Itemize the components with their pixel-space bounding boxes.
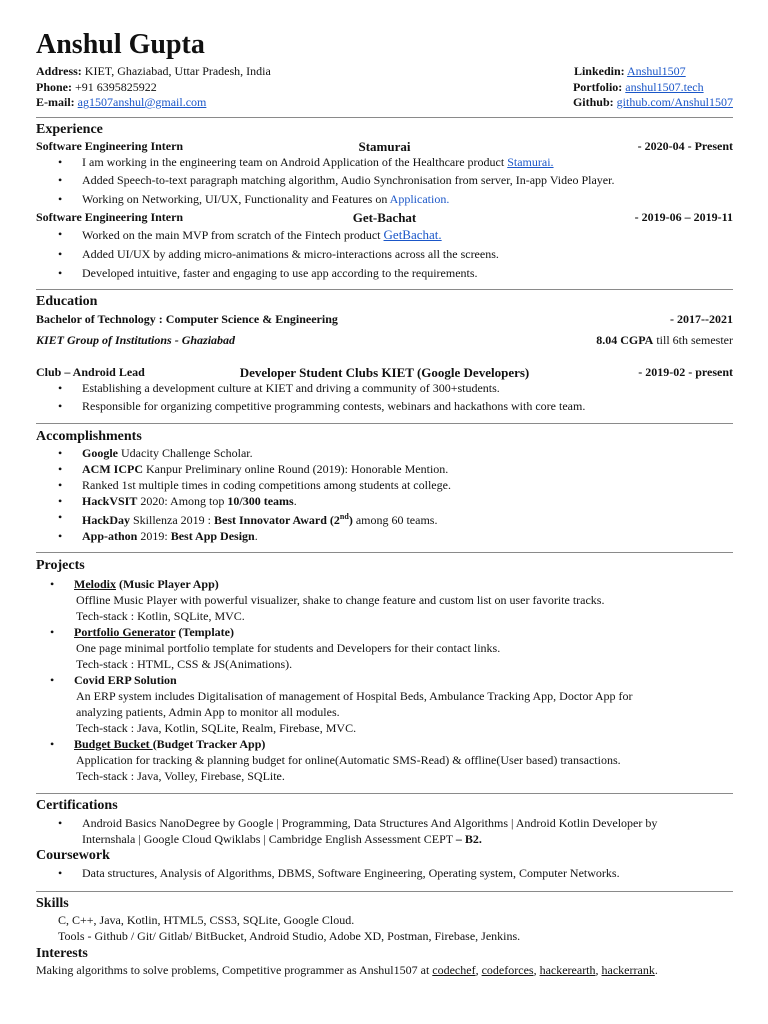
- list-item: [36, 509, 733, 528]
- cert-line: Internshala | Google Cloud Qwiklabs | Cambridge English Assessment CEPT: [82, 831, 456, 846]
- application-link[interactable]: Application: [389, 191, 447, 206]
- cgpa-note: till 6th semester: [653, 332, 733, 347]
- github-link[interactable]: github.com/Anshul1507: [616, 95, 733, 109]
- address-value: KIET, Ghaziabad, Uttar Pradesh, India: [84, 64, 271, 78]
- candidate-name: Anshul Gupta: [36, 29, 205, 60]
- project-stack: Tech-stack : Java, Kotlin, SQLite, Realm, Firebase, MVC.: [76, 720, 357, 735]
- list-item: [36, 264, 733, 283]
- experience-heading: Experience: [36, 121, 103, 137]
- project-item: [36, 736, 733, 784]
- project-stack: Tech-stack : Java, Volley, Firebase, SQLite.: [76, 768, 285, 783]
- list-item: [36, 815, 733, 847]
- portfolio-label: Portfolio:: [572, 79, 623, 94]
- club-role: Club – Android Lead: [36, 364, 145, 379]
- projects-heading: Projects: [36, 557, 85, 573]
- project-item: [36, 576, 733, 624]
- list-item: [36, 477, 733, 493]
- linkedin-label: Linkedin:: [573, 64, 625, 78]
- club-name: Developer Student Clubs KIET (Google Developers): [239, 364, 530, 380]
- bold-part: App-athon: [82, 528, 138, 543]
- institution-row: [36, 328, 733, 352]
- job-company: Stamurai: [358, 138, 411, 154]
- project-title: [74, 624, 733, 640]
- bold-part: Best Innovator Award (2nd): [214, 511, 353, 527]
- interests-intro: Making algorithms to solve problems, Competitive programmer as Anshul1507 at: [36, 962, 433, 977]
- codeforces-link[interactable]: codeforces: [481, 962, 534, 977]
- divider: [36, 891, 733, 892]
- job-header: [36, 139, 733, 154]
- github-line: [573, 95, 733, 111]
- coursework-heading: Coursework: [36, 847, 110, 863]
- project-name: Budget Bucket: [74, 736, 153, 751]
- project-kind: (Template): [175, 624, 234, 639]
- phone-label: Phone:: [36, 79, 72, 94]
- degree-dates: - 2017--2021: [670, 311, 733, 326]
- project-desc: An ERP system includes Digitalisation of management of Hospital Beds, Ambulance Tracking App, Doctor App for: [76, 688, 633, 703]
- job-dates: - 2019-06 – 2019-11: [634, 209, 733, 224]
- list-item: [36, 493, 733, 509]
- text-part: 2020: Among top: [137, 493, 228, 508]
- project-stack: Tech-stack : HTML, CSS & JS(Animations).: [76, 656, 293, 671]
- bold-part: Google: [82, 445, 118, 460]
- project-desc: Application for tracking & planning budget for online(Automatic SMS-Read) & offline(User based) transactions.: [76, 752, 621, 767]
- ordinal-suffix: nd: [339, 511, 349, 521]
- text-part: among 60 teams.: [352, 512, 438, 527]
- bold-part: ACM ICPC: [82, 461, 143, 476]
- bullet-text: Added Speech-to-text paragraph matching algorithm, Audio Synchronisation from server, In-app Video Player.: [82, 172, 615, 187]
- accomplishments-list: [36, 445, 733, 544]
- email-line: [36, 95, 271, 111]
- separator: ,: [595, 962, 602, 977]
- club-row: [36, 365, 733, 380]
- bold-part: HackDay: [82, 512, 130, 527]
- list-item: [36, 445, 733, 461]
- separator: ,: [533, 962, 540, 977]
- period: .: [654, 962, 658, 977]
- github-label: Github:: [572, 95, 614, 109]
- divider: [36, 289, 733, 290]
- divider: [36, 423, 733, 424]
- project-name: Covid ERP Solution: [74, 672, 177, 687]
- list-item: [36, 245, 733, 264]
- list-item: [36, 189, 733, 210]
- project-desc: Offline Music Player with powerful visualizer, shake to change feature and custom list on user favorite tracks.: [76, 592, 605, 607]
- cert-grade: – B2.: [455, 831, 482, 846]
- bullet-text-end: .: [446, 191, 450, 206]
- project-kind: (Music Player App): [116, 576, 219, 591]
- skills-languages: C, C++, Java, Kotlin, HTML5, CSS3, SQLite, Google Cloud.: [58, 912, 355, 927]
- job-header: [36, 210, 733, 225]
- text-part: .: [293, 493, 297, 508]
- cert-line: Android Basics NanoDegree by Google | Programming, Data Structures And Algorithms | Android Kotlin Developer by: [82, 815, 658, 830]
- text-part: Kanpur Preliminary online Round (2019): Honorable Mention.: [143, 461, 449, 476]
- linkedin-line: [573, 64, 733, 80]
- bullet-text: Added UI/UX by adding micro-animations & micro-interactions across all the screens.: [82, 246, 499, 261]
- stamurai-link[interactable]: Stamurai.: [507, 154, 554, 169]
- phone-line: [36, 80, 271, 96]
- job-bullets: [36, 154, 733, 210]
- codechef-link[interactable]: codechef: [432, 962, 476, 977]
- resume-page: [36, 28, 733, 978]
- skills-tools: Tools - Github / Git/ Gitlab/ BitBucket, Android Studio, Adobe XD, Postman, Firebase, Jenkins.: [58, 928, 521, 943]
- project-title: [74, 736, 733, 752]
- certifications-heading: Certifications: [36, 797, 118, 813]
- divider: [36, 117, 733, 118]
- list-item: [36, 225, 733, 245]
- interests-heading: Interests: [36, 945, 88, 961]
- text-part: 2019:: [137, 528, 171, 543]
- interests-text: [36, 962, 733, 978]
- project-name: Portfolio Generator: [74, 624, 176, 639]
- job-role: Software Engineering Intern: [36, 209, 184, 224]
- separator: ,: [475, 962, 482, 977]
- skills-heading: Skills: [36, 895, 69, 911]
- project-desc: One page minimal portfolio template for students and Developers for their contact links.: [76, 640, 501, 655]
- text-part: Udacity Challenge Scholar.: [118, 445, 253, 460]
- certifications-list: [36, 815, 733, 847]
- job-role: Software Engineering Intern: [36, 138, 184, 153]
- text-part: Skillenza 2019 :: [130, 512, 214, 527]
- hackerrank-link[interactable]: hackerrank: [601, 962, 655, 977]
- text-part: .: [254, 528, 258, 543]
- bullet-text: Developed intuitive, faster and engaging to use app according to the requirements.: [82, 265, 478, 280]
- email-label: E-mail:: [36, 95, 75, 109]
- text-part: Ranked 1st multiple times in coding competitions among students at college.: [82, 477, 451, 492]
- getbachat-link[interactable]: GetBachat.: [383, 226, 442, 242]
- address-line: [36, 64, 271, 80]
- project-item: [36, 624, 733, 672]
- bold-part: HackVSIT: [82, 493, 138, 508]
- degree-row: [36, 311, 733, 328]
- linkedin-link[interactable]: Anshul1507: [627, 64, 686, 78]
- list-item: [36, 154, 733, 171]
- project-item: [36, 672, 733, 736]
- list-item: [36, 528, 733, 544]
- bullet-text: Working on Networking, UI/UX, Functionality and Features on: [82, 191, 390, 206]
- project-title: [74, 576, 733, 592]
- phone-value: +91 6395825922: [75, 79, 157, 94]
- club-dates: - 2019-02 - present: [638, 364, 733, 379]
- project-kind: (Budget Tracker App): [152, 736, 266, 751]
- project-title: [74, 672, 733, 688]
- hackerearth-link[interactable]: hackerearth: [539, 962, 596, 977]
- contact-block: [36, 64, 733, 111]
- education-heading: Education: [36, 293, 98, 309]
- address-label: Address:: [36, 64, 82, 78]
- club-bullets: [36, 380, 733, 416]
- bold-part: 10/300 teams: [227, 493, 294, 508]
- bullet-text: Worked on the main MVP from scratch of the Fintech product: [82, 227, 384, 242]
- list-item: [36, 171, 733, 189]
- projects-list: [36, 576, 733, 784]
- cgpa: [596, 328, 733, 352]
- institution: KIET Group of Institutions - Ghaziabad: [36, 332, 236, 347]
- job-dates: - 2020-04 - Present: [637, 138, 733, 153]
- contact-right: [573, 64, 733, 111]
- cgpa-value: 8.04 CGPA: [596, 332, 654, 347]
- divider: [36, 552, 733, 553]
- list-item: • Data structures, Analysis of Algorithms, DBMS, Software Engineering, Operating system, Computer Networks.: [36, 865, 733, 882]
- contact-left: [36, 64, 271, 111]
- project-stack: Tech-stack : Kotlin, SQLite, MVC.: [76, 608, 245, 623]
- bullet-text: I am working in the engineering team on Android Application of the Healthcare product: [82, 154, 508, 169]
- project-name: Melodix: [74, 576, 116, 591]
- portfolio-link[interactable]: anshul1507.tech: [625, 79, 704, 94]
- list-item: [36, 461, 733, 477]
- accomplishments-heading: Accomplishments: [36, 428, 142, 444]
- job-bullets: [36, 225, 733, 283]
- list-item: • Establishing a development culture at KIET and driving a community of 300+students.: [36, 380, 733, 397]
- degree: Bachelor of Technology : Computer Science & Engineering: [36, 311, 338, 326]
- coursework-list: [36, 865, 733, 882]
- divider: [36, 793, 733, 794]
- job-company: Get-Bachat: [352, 209, 417, 225]
- list-item: • Responsible for organizing competitive programming contests, webinars and hackathons with core team.: [36, 397, 733, 416]
- email-link[interactable]: ag1507anshul@gmail.com: [77, 95, 207, 109]
- portfolio-line: [573, 80, 733, 96]
- bold-part: Best App Design: [170, 528, 255, 543]
- project-desc: analyzing patients, Admin App to monitor all modules.: [76, 704, 340, 719]
